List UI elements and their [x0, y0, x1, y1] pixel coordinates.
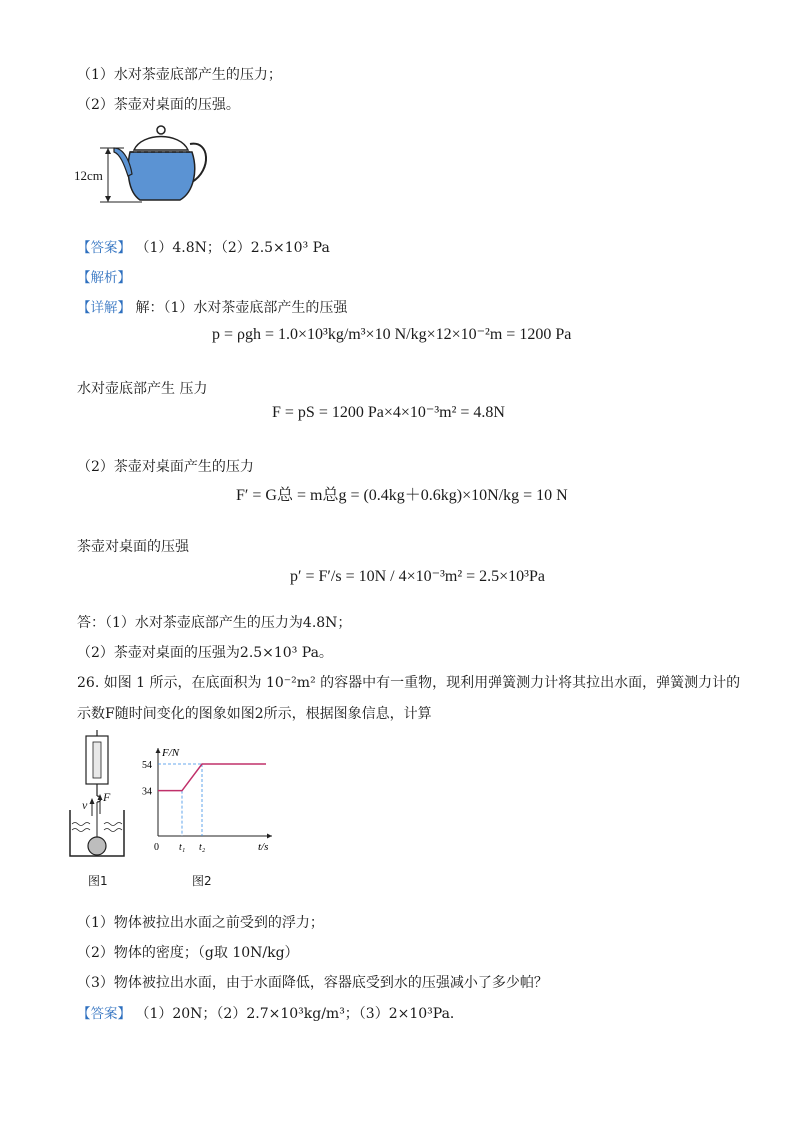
conclusion-b: （2）茶壶对桌面的压强为2.5×10³ Pa。 [77, 645, 333, 661]
y-tick-label: 34 [142, 786, 152, 798]
series-line [158, 764, 266, 791]
x-axis-arrow [267, 834, 272, 839]
answer1-line [77, 236, 330, 257]
q26-line2: 示数F随时间变化的图象如图2所示，根据图象信息，计算 [77, 706, 432, 722]
figure1-spring-scale [66, 730, 136, 865]
answer2-text: （1）20N；（2）2.7×10³kg/m³；（3）2×10³Pa． [135, 1006, 464, 1022]
analysis-tag: 【解析】 [77, 270, 131, 286]
detail-line2: 水对壶底部产生 压力 [77, 381, 208, 397]
conclusion-a: 答：（1）水对茶壶底部产生的压力为4.8N； [77, 615, 352, 631]
x-tick-label: t₂ [199, 842, 206, 853]
detail-intro: 解：（1）水对茶壶底部产生的压强 [135, 300, 348, 316]
q26-line1: 26. 如图 1 所示，在底面积为 10⁻²m² 的容器中有一重物，现利用弹簧测力计将其拉出水面，弹簧测力计的 [77, 675, 741, 691]
equation-4: p′ = F′/s = 10N / 4×10⁻³m² = 2.5×10³Pa [290, 568, 545, 585]
answer1-text: （1）4.8N；（2）2.5×10³ Pa [135, 240, 330, 256]
figure2-chart [140, 740, 280, 860]
chart-plot [140, 740, 280, 860]
y-axis-label: F/N [162, 747, 180, 759]
figure1-velocity-label: v [82, 798, 88, 812]
teapot-height-label: 12cm [74, 168, 103, 183]
equation-3: F′ = G总 = m总g = (0.4kg＋0.6kg)×10N/kg = 10 N [236, 487, 568, 504]
prev-q1: （1）水对茶壶底部产生的压力； [77, 67, 282, 83]
answer2-tag: 【答案】 [77, 1006, 131, 1022]
q26-sub1: （1）物体被拉出水面之前受到的浮力； [77, 915, 324, 931]
detail-tag: 【详解】 [77, 300, 131, 316]
figure1-force-label: F [103, 790, 111, 804]
equation-1: p = ρgh = 1.0×10³kg/m³×10 N/kg×12×10⁻²m = 1200 Pa [212, 326, 572, 343]
figure2-caption: 图2 [192, 874, 212, 888]
detail-line4: 茶壶对桌面的压强 [77, 539, 189, 555]
answer2-line [77, 1002, 464, 1023]
equation-2: F = pS = 1200 Pa×4×10⁻³m² = 4.8N [272, 404, 505, 421]
x-axis-label: t/s [258, 841, 269, 853]
y-axis-arrow [156, 748, 161, 753]
detail-line3: （2）茶壶对桌面产生的压力 [77, 459, 254, 475]
detail-intro-line [77, 296, 347, 317]
q26-sub3: （3）物体被拉出水面，由于水面降低，容器底受到水的压强减小了多少帕？ [77, 975, 548, 991]
q26-sub2: （2）物体的密度；（g取 10N/kg） [77, 945, 299, 961]
teapot-figure [72, 122, 212, 212]
figure1-caption: 图1 [88, 874, 108, 888]
y-tick-label: 54 [142, 760, 152, 771]
x-tick-label: t₁ [179, 842, 186, 853]
prev-q2: （2）茶壶对桌面的压强。 [77, 97, 240, 113]
answer-tag: 【答案】 [77, 240, 131, 256]
origin-label: 0 [154, 842, 159, 853]
